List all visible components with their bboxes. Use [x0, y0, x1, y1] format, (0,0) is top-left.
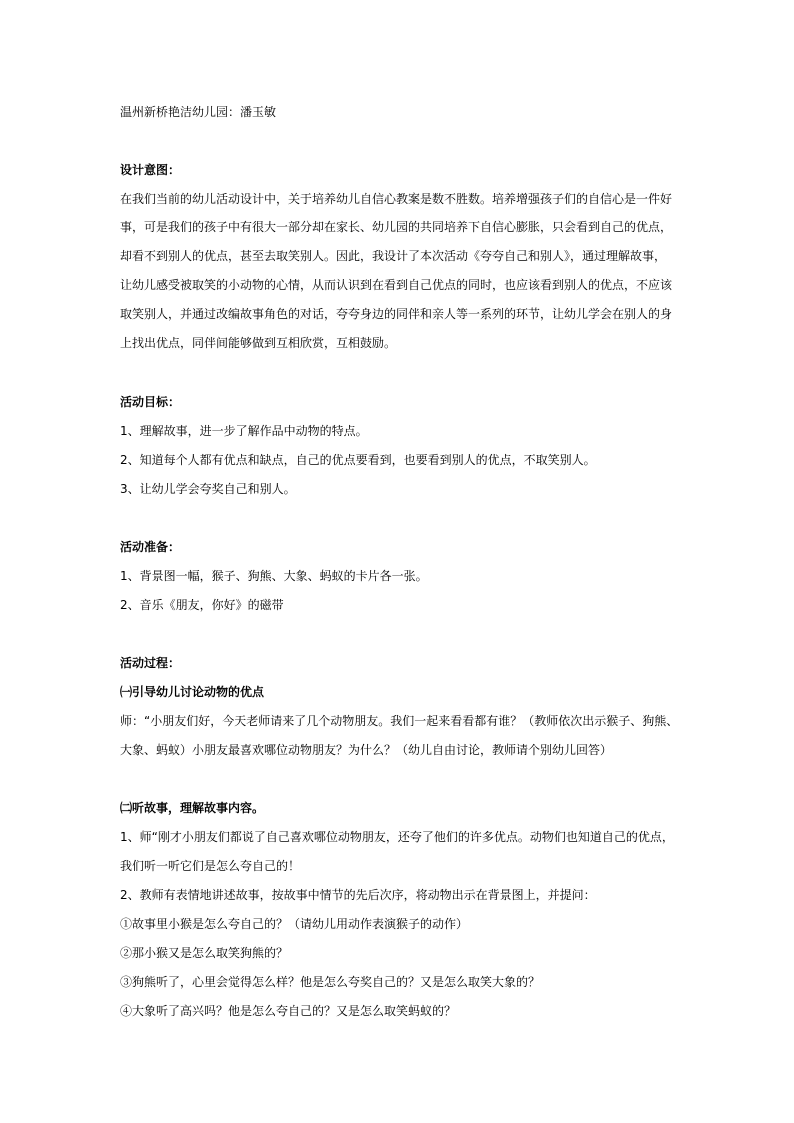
process-section-2-line: 1、师“刚才小朋友们都说了自己喜欢哪位动物朋友，还夸了他们的许多优点。动物们也知道自己的优点， — [120, 830, 674, 844]
process-heading: 活动过程： — [120, 656, 181, 670]
design-intent-line: 让幼儿感受被取笑的小动物的心情，从而认识到在看到自己优点的同时，也应该看到别人的优点，不应该 — [120, 278, 673, 292]
author-line: 温州新桥艳洁幼儿园：潘玉敏 — [120, 105, 277, 119]
design-intent-line: 却看不到别人的优点，甚至去取笑别人。因此，我设计了本次活动《夸夸自己和别人》，通过理解故事， — [120, 249, 667, 263]
question-item: ④大象听了高兴吗？他是怎么夸自己的？又是怎么取笑蚂蚁的？ — [120, 1004, 457, 1018]
design-intent-line: 取笑别人，并通过改编故事角色的对话，夸夸身边的同伴和亲人等一系列的环节，让幼儿学会在别人的身 — [120, 307, 673, 321]
preparation-item: 2、音乐《朋友，你好》的磁带 — [120, 598, 284, 612]
goal-item: 3、让幼儿学会夸奖自己和别人。 — [120, 482, 296, 496]
process-section-2-line: 2、教师有表情地讲述故事，按故事中情节的先后次序，将动物出示在背景图上，并提问： — [120, 888, 596, 902]
design-intent-heading: 设计意图： — [120, 163, 181, 177]
goals-heading: 活动目标： — [120, 395, 181, 409]
preparation-item: 1、背景图一幅，猴子、狗熊、大象、蚂蚁的卡片各一张。 — [120, 569, 428, 583]
design-intent-line: 事，可是我们的孩子中有很大一部分却在家长、幼儿园的共同培养下自信心膨胀，只会看到自己的优点， — [120, 220, 673, 234]
process-section-1-line: 大象、蚂蚁）小朋友最喜欢哪位动物朋友？为什么？（幼儿自由讨论，教师请个别幼儿回答） — [120, 743, 613, 757]
process-section-2-title: ㈡听故事，理解故事内容。 — [120, 801, 265, 815]
process-section-1-title: ㈠引导幼儿讨论动物的优点 — [120, 685, 265, 699]
question-item: ①故事里小猴是怎么夸自己的？（请幼儿用动作表演猴子的动作） — [120, 917, 469, 931]
design-intent-line: 上找出优点，同伴间能够做到互相欣赏，互相鼓励。 — [120, 336, 397, 350]
question-item: ③狗熊听了，心里会觉得怎么样？他是怎么夸奖自己的？又是怎么取笑大象的？ — [120, 975, 541, 989]
goal-item: 2、知道每个人都有优点和缺点，自己的优点要看到，也要看到别人的优点，不取笑别人。 — [120, 453, 596, 467]
process-section-1-line: 师：“小朋友们好，今天老师请来了几个动物朋友。我们一起来看看都有谁？（教师依次出示猴子、狗熊、 — [120, 714, 679, 728]
question-item: ②那小猴又是怎么取笑狗熊的？ — [120, 946, 289, 960]
preparation-heading: 活动准备： — [120, 540, 181, 554]
process-section-2-line: 我们听一听它们是怎么夸自己的！ — [120, 859, 301, 873]
design-intent-line: 在我们当前的幼儿活动设计中，关于培养幼儿自信心教案是数不胜数。培养增强孩子们的自信心是一件好 — [120, 192, 673, 206]
goal-item: 1、理解故事，进一步了解作品中动物的特点。 — [120, 424, 368, 438]
